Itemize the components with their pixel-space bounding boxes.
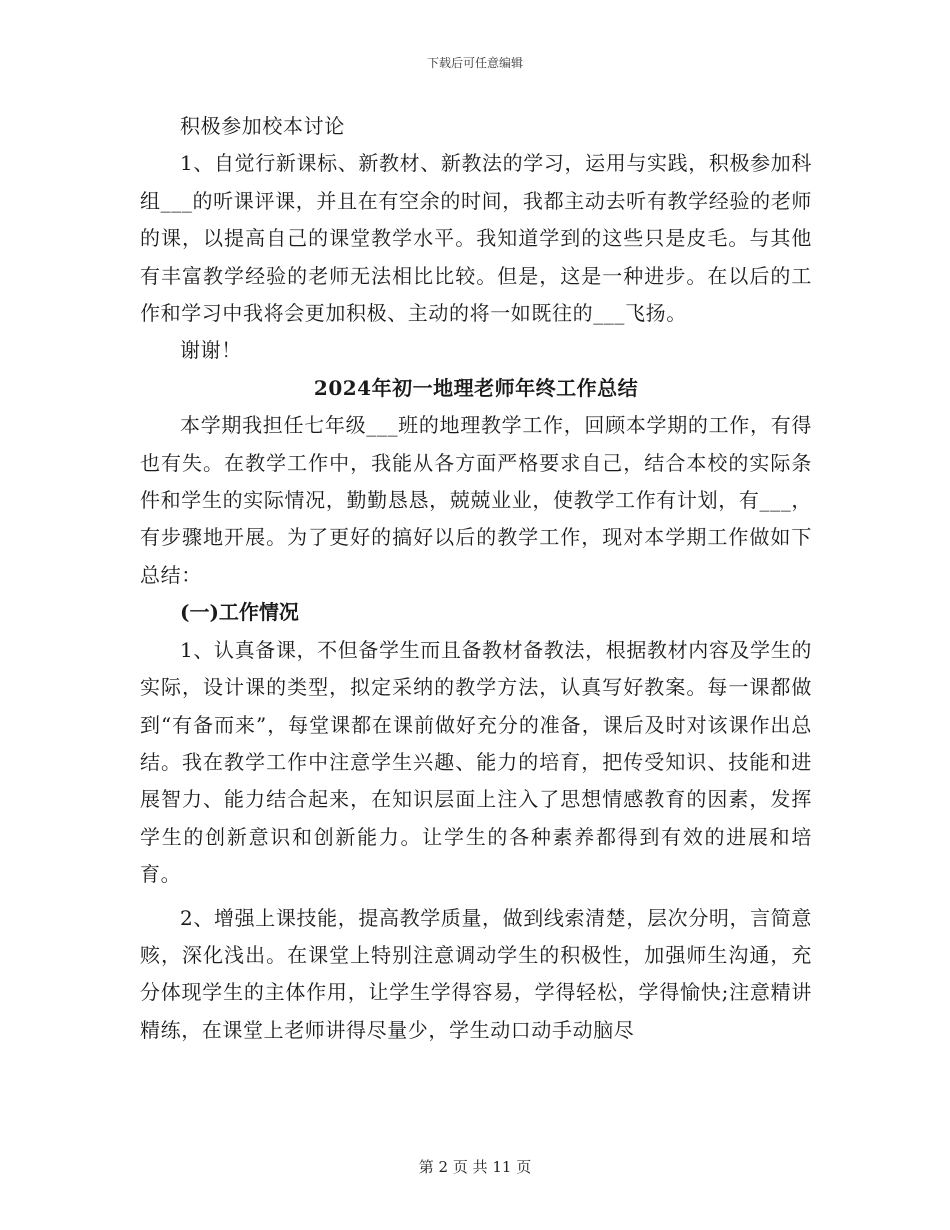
paragraph-thanks: 谢谢！: [180, 338, 242, 363]
paragraph-study: 1、自觉行新课标、新教材、新教法的学习，运用与实践，积极参加科组___的听课评课，并且在有空余的时间，我都主动去听有教学经验的老师的课，以提高自己的课堂教学水平。我知道学到的这些只是皮毛。与其他有丰富教学经验的老师无法相比比较。但是，这是一种进步。在以后的工作和学习中我将会更加积极、主动的将一如既往的___飞扬。: [140, 151, 812, 326]
document-body: [140, 108, 812, 1049]
page-header: 下载后可任意编辑: [426, 56, 523, 70]
document-title: 2024年初一地理老师年终工作总结: [313, 375, 639, 400]
paragraph-discussion: 积极参加校本讨论: [180, 114, 345, 138]
page-number: 第 2 页 共 11 页: [418, 1158, 532, 1176]
paragraph-intro: 本学期我担任七年级___班的地理教学工作，回顾本学期的工作，有得也有失。在教学工作中，我能从各方面严格要求自己，结合本校的实际条件和学生的实际情况，勤勤恳恳，兢兢业业，使教学工作有计划，有___，有步骤地开展。为了更好的搞好以后的教学工作，现对本学期工作做如下总结：: [140, 413, 812, 587]
paragraph-teaching-skill: 2、增强上课技能，提高教学质量，做到线索清楚，层次分明，言简意赅，深化浅出。在课堂上特别注意调动学生的积极性，加强师生沟通，充分体现学生的主体作用，让学生学得容易，学得轻松，学得愉快;注意精讲精练，在课堂上老师讲得尽量少，学生动口动手动脑尽: [140, 905, 812, 1042]
section-heading-work: (一)工作情况: [180, 600, 299, 625]
paragraph-preparation: 1、认真备课，不但备学生而且备教材备教法，根据教材内容及学生的实际，设计课的类型，拟定采纳的教学方法，认真写好教案。每一课都做到“有备而来”，每堂课都在课前做好充分的准备，课后及时对该课作出总结。我在教学工作中注意学生兴趣、能力的培育，把传受知识、技能和进展智力、能力结合起来，在知识层面上注入了思想情感教育的因素，发挥学生的创新意识和创新能力。让学生的各种素养都得到有效的进展和培育。: [140, 637, 812, 887]
